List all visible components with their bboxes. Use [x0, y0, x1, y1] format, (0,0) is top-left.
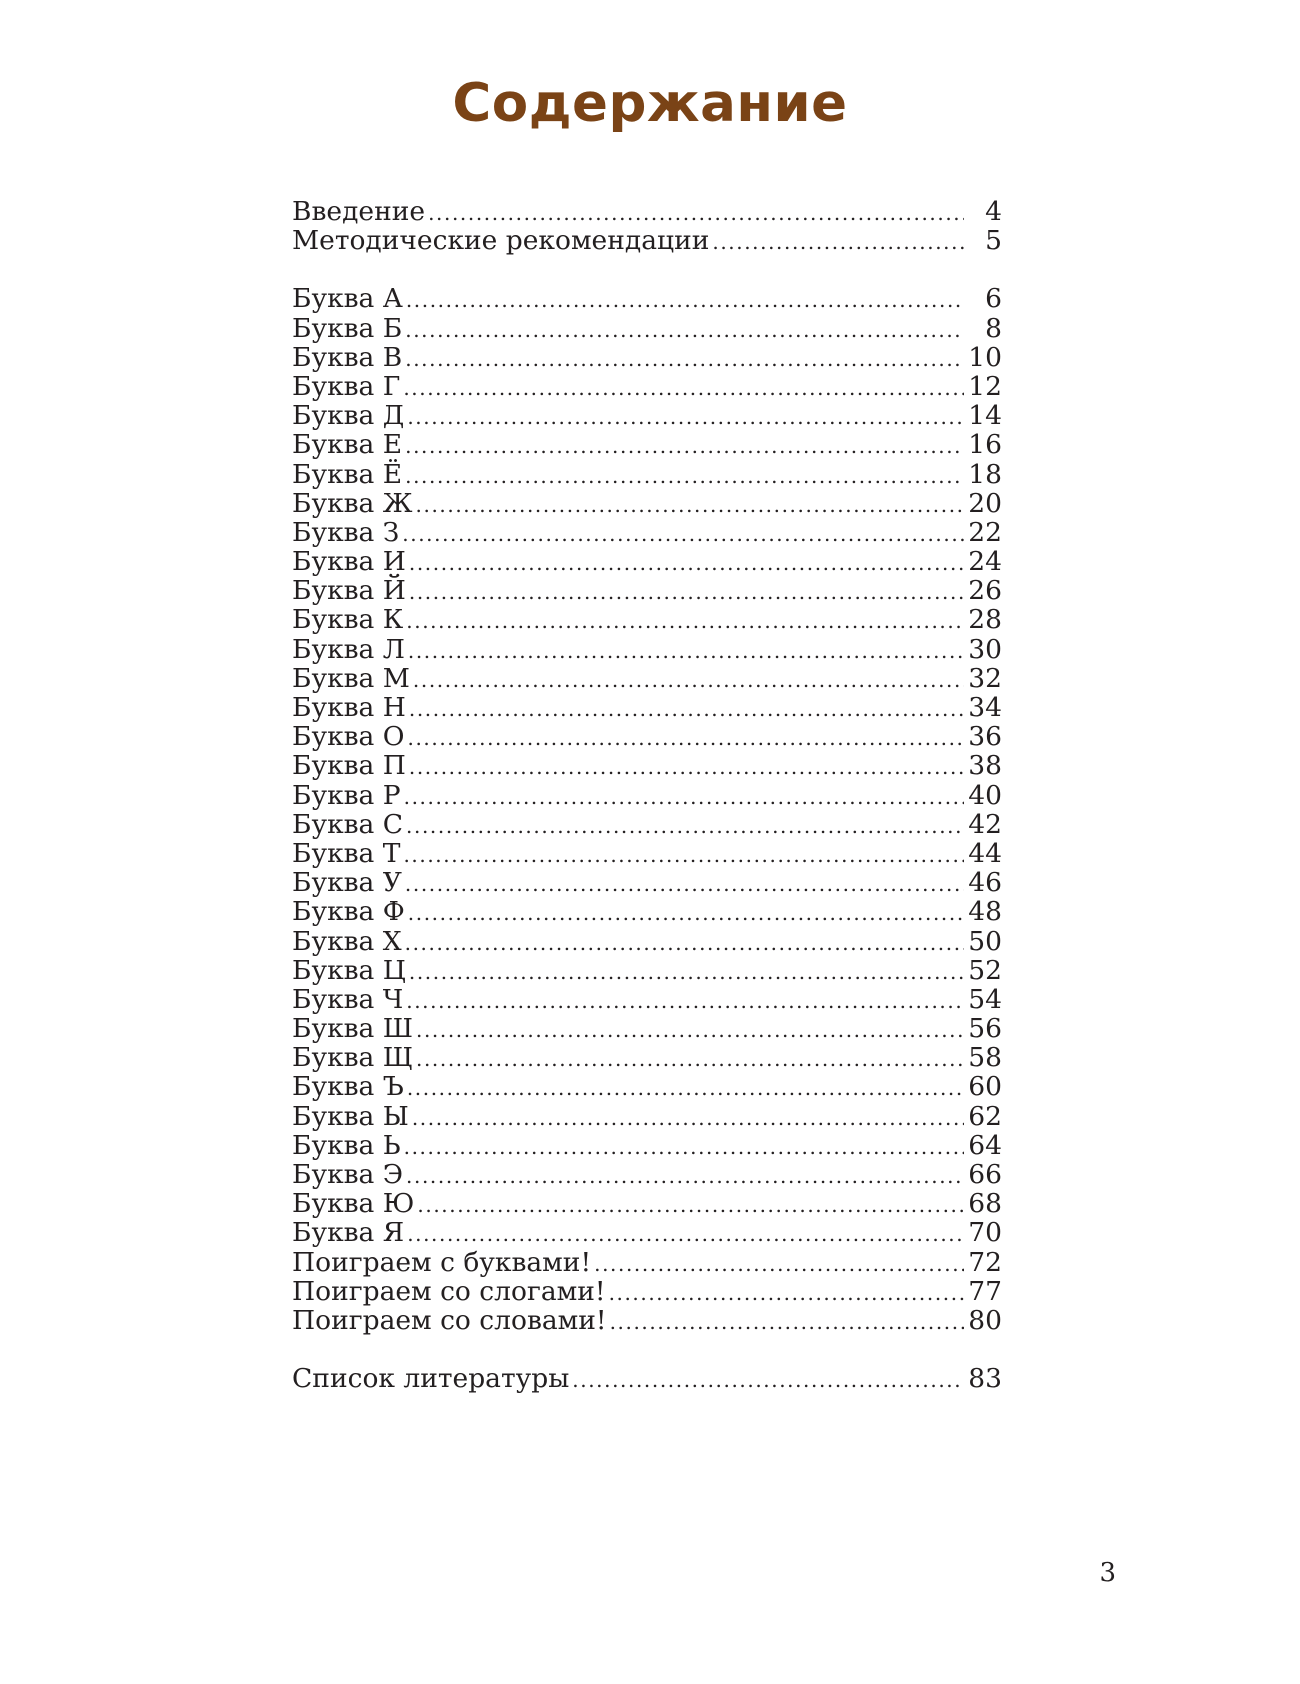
toc-dot-leader [409, 958, 964, 987]
toc-entry [292, 489, 1002, 518]
toc-entry-page: 50 [968, 925, 1002, 957]
toc-entry-label: Буква Я [292, 1217, 405, 1249]
toc-entry [292, 314, 1002, 343]
toc-entry-label: Буква Д [292, 400, 405, 432]
toc-entry [292, 1248, 1002, 1277]
toc-dot-leader [408, 724, 965, 753]
toc-entry-page: 56 [968, 1013, 1002, 1045]
toc-entry [292, 1102, 1002, 1131]
toc-entry [292, 1277, 1002, 1306]
toc-dot-leader [408, 899, 964, 928]
table-of-contents [292, 197, 1002, 1422]
toc-entry-label: Буква Ы [292, 1100, 409, 1132]
toc-entry-page: 38 [968, 750, 1002, 782]
toc-entry-page: 6 [985, 283, 1002, 315]
toc-entry-label: Буква Ф [292, 896, 405, 928]
toc-entry-page: 30 [968, 633, 1002, 665]
toc-group [292, 197, 1002, 255]
toc-entry-label: Буква В [292, 341, 403, 373]
toc-entry-page: 77 [968, 1275, 1002, 1307]
toc-entry-label: Буква С [292, 808, 404, 840]
toc-entry [292, 547, 1002, 576]
toc-dot-leader [609, 1279, 964, 1308]
toc-entry [292, 1364, 1002, 1393]
toc-entry-label: Буква Ю [292, 1188, 415, 1220]
toc-entry-page: 70 [968, 1217, 1002, 1249]
toc-entry-label: Буква Щ [292, 1042, 414, 1074]
toc-entry-page: 20 [968, 487, 1002, 519]
toc-entry-page: 52 [968, 954, 1002, 986]
toc-dot-leader [404, 1133, 964, 1162]
toc-entry-label: Буква Ц [292, 954, 406, 986]
toc-dot-leader [409, 695, 964, 724]
toc-entry [292, 693, 1002, 722]
toc-entry-label: Буква Р [292, 779, 401, 811]
toc-entry [292, 1218, 1002, 1247]
toc-entry-label: Буква Х [292, 925, 402, 957]
toc-entry-page: 68 [968, 1188, 1002, 1220]
toc-entry [292, 985, 1002, 1014]
toc-entry-label: Буква Ь [292, 1129, 401, 1161]
toc-entry-page: 58 [968, 1042, 1002, 1074]
toc-entry [292, 1306, 1002, 1335]
toc-dot-leader [409, 549, 964, 578]
toc-entry-page: 10 [968, 341, 1002, 373]
toc-entry-label: Буква З [292, 516, 400, 548]
toc-entry-label: Введение [292, 196, 426, 227]
toc-entry-label: Буква О [292, 721, 405, 753]
toc-dot-leader [405, 432, 964, 461]
toc-entry-page: 28 [968, 604, 1002, 636]
toc-entry-label: Буква И [292, 546, 406, 578]
toc-entry-label: Буква А [292, 283, 403, 315]
toc-entry-label: Методические рекомендации [292, 225, 710, 257]
toc-dot-leader [409, 578, 964, 607]
toc-entry [292, 343, 1002, 372]
toc-entry [292, 722, 1002, 751]
toc-entry [292, 1131, 1002, 1160]
toc-entry [292, 868, 1002, 897]
toc-entry [292, 1072, 1002, 1101]
toc-entry [292, 839, 1002, 868]
toc-dot-leader [416, 1045, 964, 1074]
toc-dot-leader [403, 374, 964, 403]
toc-dot-leader [405, 929, 964, 958]
toc-entry [292, 810, 1002, 839]
toc-entry-label: Буква Ж [292, 487, 413, 519]
toc-entry-page: 36 [968, 721, 1002, 753]
toc-entry-label: Список литературы [292, 1363, 570, 1395]
toc-entry [292, 576, 1002, 605]
toc-entry-label: Буква Й [292, 575, 406, 607]
toc-entry [292, 197, 1002, 226]
toc-entry-page: 46 [968, 867, 1002, 899]
toc-entry-page: 60 [968, 1071, 1002, 1103]
toc-entry [292, 927, 1002, 956]
toc-entry [292, 401, 1002, 430]
toc-entry [292, 1189, 1002, 1218]
toc-entry-label: Буква Т [292, 837, 401, 869]
toc-entry-label: Буква Ё [292, 458, 403, 490]
toc-dot-leader [572, 1366, 964, 1395]
toc-entry [292, 518, 1002, 547]
toc-entry-page: 24 [968, 546, 1002, 578]
toc-dot-leader [405, 462, 964, 491]
toc-entry-label: Поиграем со словами! [292, 1304, 607, 1336]
toc-entry-label: Буква Э [292, 1159, 404, 1190]
toc-dot-leader [412, 1104, 964, 1133]
toc-dot-leader [407, 1220, 964, 1249]
toc-entry-label: Буква У [292, 867, 402, 899]
toc-dot-leader [406, 1162, 964, 1191]
toc-entry-label: Буква П [292, 750, 406, 782]
toc-entry-label: Буква Ч [292, 983, 404, 1015]
toc-entry-page: 44 [968, 837, 1002, 869]
toc-entry-label: Поиграем с буквами! [292, 1246, 592, 1278]
toc-dot-leader [405, 870, 964, 899]
page-number: 3 [1099, 1558, 1116, 1588]
toc-dot-leader [405, 316, 964, 345]
toc-group [292, 284, 1002, 1335]
toc-entry-page: 66 [968, 1159, 1002, 1190]
toc-group [292, 1364, 1002, 1393]
toc-entry-page: 18 [968, 458, 1002, 490]
toc-entry-page: 34 [968, 692, 1002, 723]
toc-dot-leader [413, 666, 964, 695]
toc-dot-leader [428, 199, 964, 228]
toc-entry-label: Буква Н [292, 692, 406, 723]
toc-entry [292, 956, 1002, 985]
toc-entry [292, 751, 1002, 780]
toc-entry-page: 40 [968, 779, 1002, 811]
toc-entry-page: 5 [985, 225, 1002, 257]
toc-dot-leader [406, 812, 964, 841]
toc-entry-label: Буква М [292, 662, 410, 694]
toc-dot-leader [712, 228, 964, 257]
toc-entry-label: Поиграем со слогами! [292, 1275, 606, 1307]
page-title: Содержание [452, 73, 848, 134]
toc-entry-page: 8 [985, 312, 1002, 344]
toc-dot-leader [610, 1308, 964, 1337]
toc-entry-page: 48 [968, 896, 1002, 928]
toc-dot-leader [406, 286, 964, 315]
toc-entry-page: 16 [968, 429, 1002, 461]
toc-entry-label: Буква Г [292, 370, 401, 402]
toc-dot-leader [403, 841, 964, 870]
toc-dot-leader [409, 753, 964, 782]
toc-entry [292, 781, 1002, 810]
toc-entry [292, 664, 1002, 693]
toc-dot-leader [405, 345, 964, 374]
toc-entry-page: 22 [968, 516, 1002, 548]
toc-entry [292, 605, 1002, 634]
toc-entry [292, 635, 1002, 664]
toc-entry [292, 372, 1002, 401]
toc-entry [292, 1014, 1002, 1043]
toc-entry [292, 460, 1002, 489]
toc-entry [292, 226, 1002, 255]
toc-entry [292, 1043, 1002, 1072]
toc-dot-leader [416, 491, 964, 520]
toc-dot-leader [402, 520, 964, 549]
toc-entry-label: Буква Ш [292, 1013, 414, 1045]
toc-dot-leader [417, 1191, 964, 1220]
toc-entry [292, 430, 1002, 459]
toc-entry [292, 1160, 1002, 1189]
toc-entry-page: 14 [968, 400, 1002, 432]
toc-dot-leader [404, 783, 964, 812]
toc-dot-leader [408, 637, 964, 666]
toc-dot-leader [407, 1074, 964, 1103]
toc-dot-leader [416, 1016, 964, 1045]
toc-entry-page: 62 [968, 1100, 1002, 1132]
toc-entry-page: 42 [968, 808, 1002, 840]
toc-entry-label: Буква Л [292, 633, 405, 665]
toc-dot-leader [407, 403, 964, 432]
toc-entry-page: 54 [968, 983, 1002, 1015]
toc-entry-label: Буква Е [292, 429, 403, 461]
toc-dot-leader [406, 607, 964, 636]
toc-entry-page: 32 [968, 662, 1002, 694]
toc-entry-label: Буква Б [292, 312, 403, 344]
toc-entry-page: 64 [968, 1129, 1002, 1161]
toc-entry-page: 4 [985, 196, 1002, 227]
toc-dot-leader [594, 1250, 964, 1279]
toc-entry [292, 284, 1002, 313]
toc-entry-label: Буква Ъ [292, 1071, 404, 1103]
toc-entry-page: 80 [968, 1304, 1002, 1336]
toc-entry-label: Буква К [292, 604, 404, 636]
toc-entry-page: 72 [968, 1246, 1002, 1278]
toc-entry [292, 897, 1002, 926]
toc-dot-leader [406, 987, 964, 1016]
toc-entry-page: 12 [968, 370, 1002, 402]
toc-entry-page: 83 [968, 1363, 1002, 1395]
toc-entry-page: 26 [968, 575, 1002, 607]
